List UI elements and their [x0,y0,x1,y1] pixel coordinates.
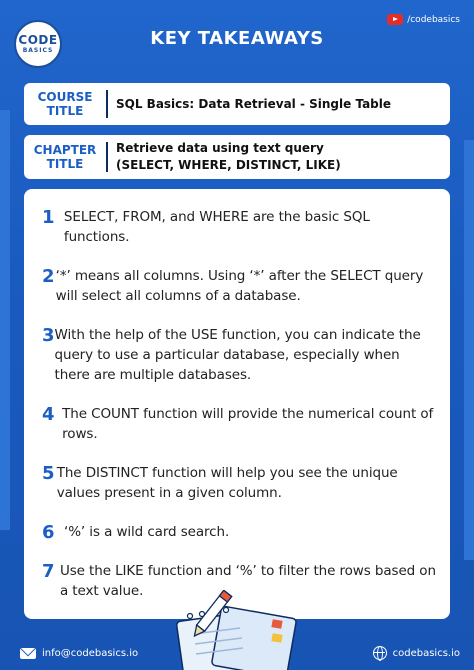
takeaway-number: 5 [42,463,55,484]
takeaway-text: With the help of the USE function, you can indicate the query to use a particular database, especially when there are multiple databases. [54,327,421,383]
takeaway-number: 2 [42,266,55,287]
chapter-value-line1: Retrieve data using text query [116,141,324,155]
takeaway-text: ‘%’ is a wild card search. [64,524,230,540]
takeaway-text: The DISTINCT function will help you see the unique values present in a given column. [56,465,398,501]
page-title: KEY TAKEAWAYS [150,28,324,49]
logo-text-top: CODE [18,33,58,47]
globe-icon [373,646,387,660]
course-title-value: SQL Basics: Data Retrieval - Single Table [116,96,392,111]
decor-stripe-right [464,140,474,560]
footer-website-link[interactable] [373,646,460,660]
chapter-title-card [24,135,450,179]
youtube-link[interactable] [387,14,460,25]
course-title-label [24,90,106,118]
footer-email: info@codebasics.io [42,647,139,659]
chapter-value-line2: (SELECT, WHERE, DISTINCT, LIKE) [116,158,341,172]
course-label-line1: COURSE [37,90,93,104]
chapter-title-value [108,140,341,174]
takeaway-number: 4 [42,404,55,425]
chapter-label-line1: CHAPTER [33,143,97,157]
course-title-card [24,83,450,125]
takeaway-text: Use the LIKE function and ‘%’ to filter the rows based on a text value. [59,563,436,599]
takeaway-item [42,404,438,444]
takeaway-item [42,266,438,306]
decor-stripe-left [0,110,10,530]
takeaway-text: ‘*’ means all columns. Using ‘*’ after the SELECT query will select all columns of a database. [55,268,424,304]
takeaway-number: 6 [42,522,55,543]
takeaway-number: 1 [42,207,55,228]
logo-text-bottom: BASICS [22,47,54,54]
course-label-line2: TITLE [46,104,84,118]
takeaway-item [42,463,438,503]
footer-website: codebasics.io [392,647,460,659]
chapter-label-line2: TITLE [46,157,84,171]
takeaway-text: SELECT, FROM, and WHERE are the basic SQL functions. [63,209,370,245]
takeaway-item [42,207,438,247]
takeaways-panel [24,189,450,619]
mail-icon [20,648,36,659]
chapter-title-label [24,143,106,171]
youtube-handle: /codebasics [407,14,460,25]
takeaway-item [42,522,438,543]
youtube-icon [387,14,403,25]
takeaway-item [42,325,438,385]
takeaway-number: 3 [42,325,55,346]
footer-email-link[interactable] [20,648,138,659]
takeaway-text: The COUNT function will provide the numerical count of rows. [62,406,434,442]
footer [0,636,474,670]
takeaway-number: 7 [42,561,55,582]
